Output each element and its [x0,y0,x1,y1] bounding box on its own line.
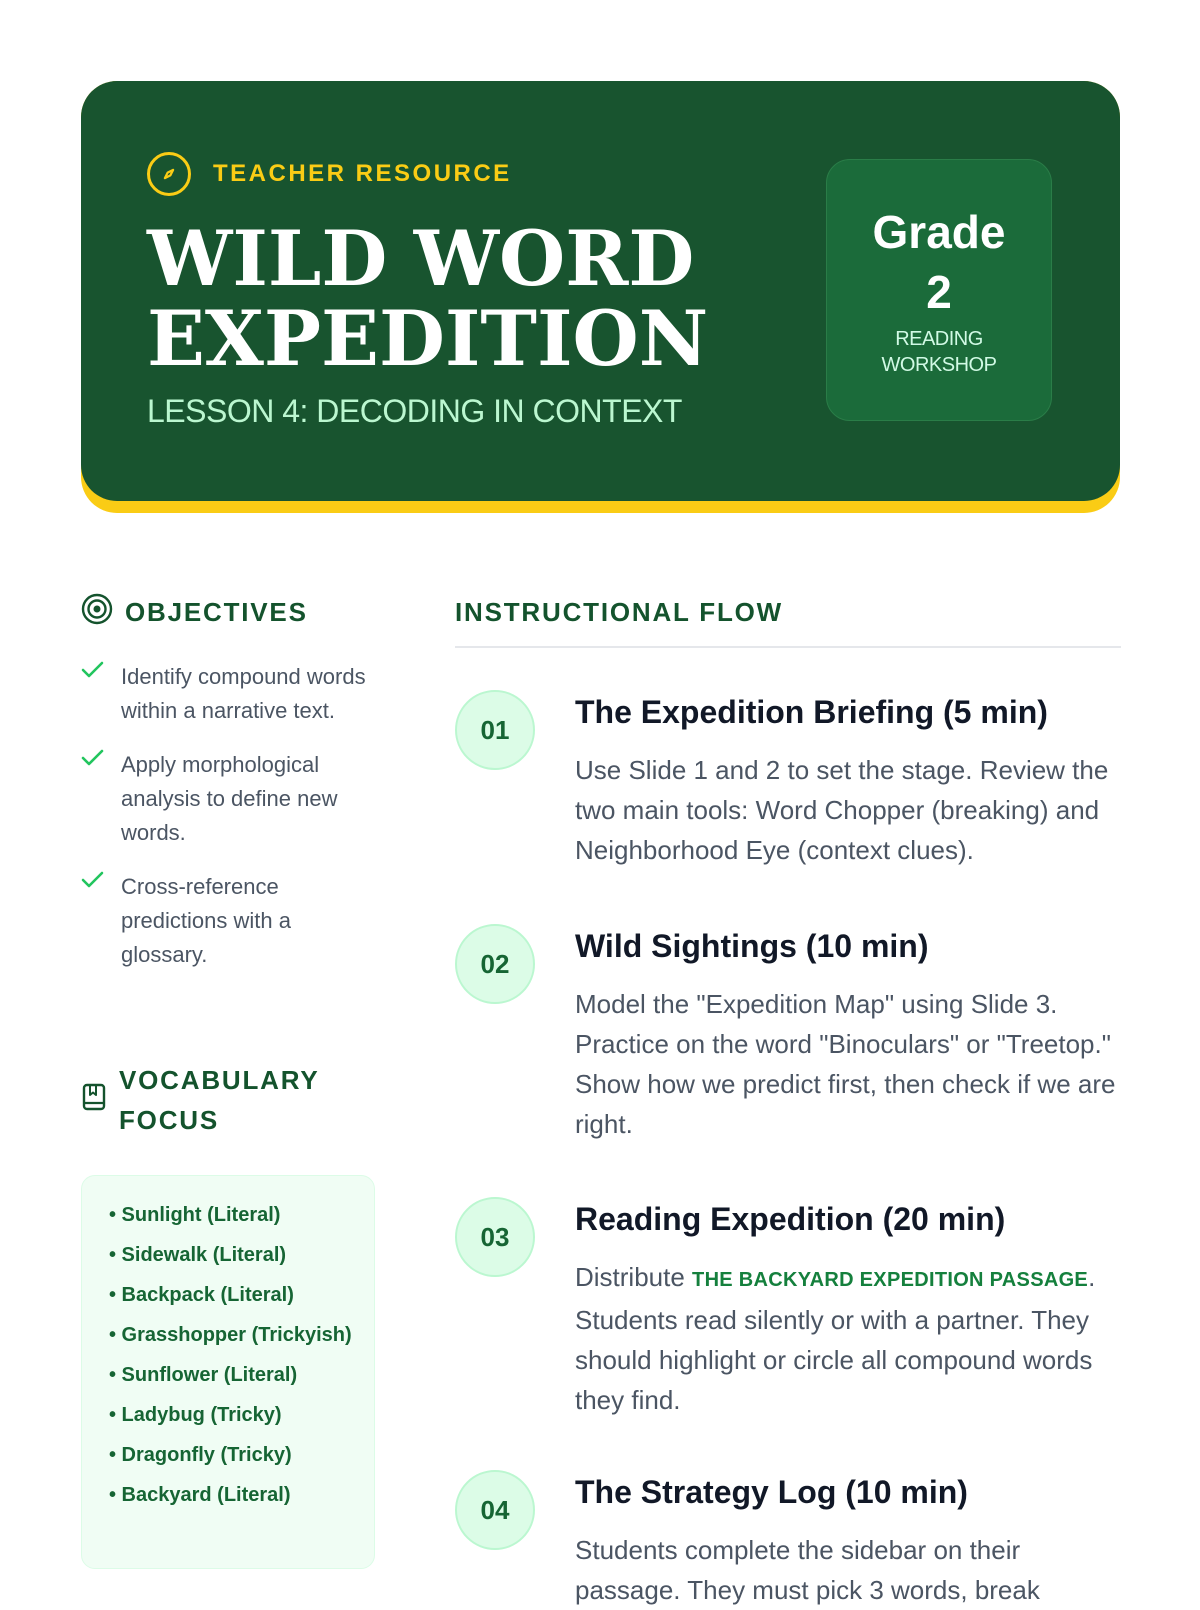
title-line: EXPEDITION [147,294,709,383]
check-icon [81,870,105,895]
check-icon [81,660,105,685]
target-icon [81,593,113,632]
list-item: • Sidewalk (Literal) [109,1244,287,1266]
book-icon [81,1082,107,1119]
vocabulary-heading [81,1060,319,1140]
step-body-text: Distribute [575,1262,693,1292]
step-number: 03 [455,1197,535,1277]
step-number: 02 [455,924,535,1004]
grade-subtitle [827,326,1051,378]
list-item: • Backyard (Literal) [109,1484,291,1506]
grade-label: Grade [872,206,1006,258]
list-item: • Dragonfly (Tricky) [109,1444,292,1466]
step-body: Students complete the sidebar on their passage. They must pick 3 words, break [575,1535,1040,1605]
list-item [81,748,375,850]
vocabulary-list [81,1175,375,1569]
objective-text: Cross-reference predictions with a glossary. [121,874,291,967]
page-title [147,214,709,383]
objectives-heading [81,590,308,635]
step-body: Model the "Expedition Map" using Slide 3. Practice on the word "Binoculars" or "Treetop." Show how we predict first, then check if we are right. [575,989,1116,1139]
list-item [81,660,375,728]
check-icon [81,748,105,773]
list-item: • Sunflower (Literal) [109,1364,298,1386]
objective-text: Apply morphological analysis to define new words. [121,752,338,845]
objective-text: Identify compound words within a narrative text. [121,664,366,723]
grade-number: 2 [926,266,952,318]
title-line: WILD WORD [147,214,695,303]
step-title: The Expedition Briefing (5 min) [575,694,1048,730]
list-item: • Grasshopper (Trickyish) [109,1324,352,1346]
list-item: • Ladybug (Tricky) [109,1404,282,1426]
divider [455,646,1121,648]
eyebrow-label: TEACHER RESOURCE [213,160,512,187]
step-body [575,1257,1121,1420]
grade-sub-line: WORKSHOP [881,354,997,376]
step-body-text: . Students read silently or with a partner. They should highlight or circle all compound words they find. [575,1262,1096,1415]
instructional-flow [455,590,1121,1605]
step-title: Wild Sightings (10 min) [575,928,929,964]
list-item: • Backpack (Literal) [109,1284,294,1306]
step-number: 01 [455,690,535,770]
objectives-list [81,660,375,992]
step-body: Use Slide 1 and 2 to set the stage. Review the two main tools: Word Chopper (breaking) and Neighborhood Eye (context clues). [575,755,1109,865]
vocabulary-heading-label [119,1060,319,1140]
list-item [81,870,375,972]
eyebrow [147,148,512,200]
header-panel [81,81,1120,501]
lesson-header [81,81,1120,513]
flow-heading: INSTRUCTIONAL FLOW [455,597,783,627]
grade-sub-line: READING [895,328,983,350]
step-title: The Strategy Log (10 min) [575,1474,968,1510]
grade-badge [826,159,1052,421]
lesson-subtitle: LESSON 4: DECODING IN CONTEXT [147,393,682,429]
heading-line: FOCUS [119,1105,219,1135]
objectives-heading-label: OBJECTIVES [125,597,308,627]
heading-line: VOCABULARY [119,1065,320,1095]
list-item: • Sunlight (Literal) [109,1204,281,1226]
step-number: 04 [455,1470,535,1550]
passage-highlight: THE BACKYARD EXPEDITION PASSAGE [692,1269,1089,1291]
step-title: Reading Expedition (20 min) [575,1201,1006,1237]
compass-icon [147,152,191,196]
